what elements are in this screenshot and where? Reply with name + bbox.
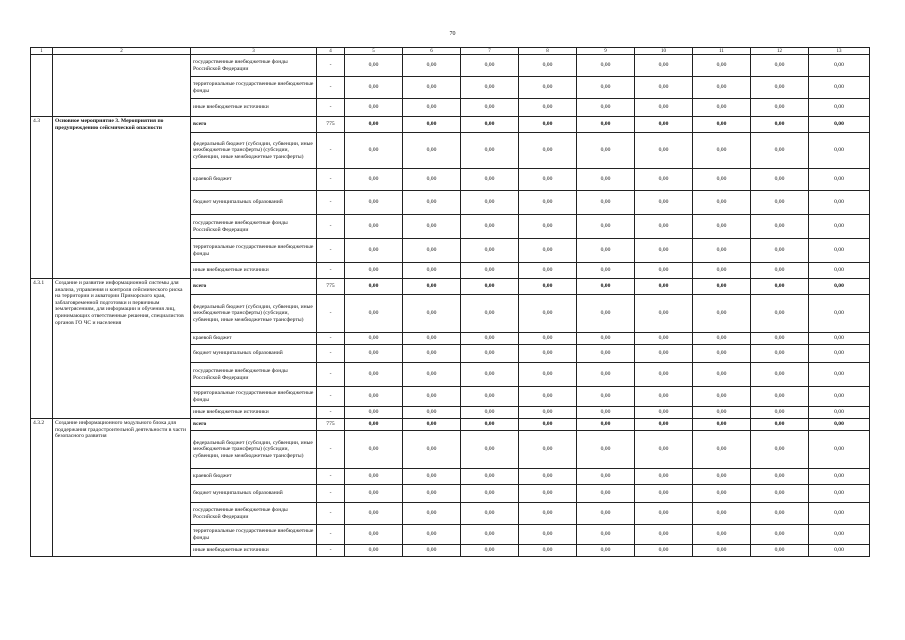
amount-cell: 0,00 xyxy=(693,117,751,133)
budget-code: - xyxy=(317,333,345,345)
amount-cell: 0,00 xyxy=(809,191,870,215)
amount-cell: 0,00 xyxy=(693,387,751,407)
funding-source: федеральный бюджет (субсидии, субвенции, иные межбюджетные трансферты) (субсидии, субвенции, иные межбюджетные трансферты) xyxy=(191,133,317,169)
amount-cell: 0,00 xyxy=(403,503,461,525)
amount-cell: 0,00 xyxy=(693,485,751,503)
amount-cell: 0,00 xyxy=(403,469,461,485)
funding-source: иные внебюджетные источники xyxy=(191,99,317,117)
funding-source: бюджет муниципальных образований xyxy=(191,191,317,215)
amount-cell: 0,00 xyxy=(809,545,870,557)
budget-table xyxy=(30,47,870,557)
amount-cell: 0,00 xyxy=(519,295,577,333)
amount-cell: 0,00 xyxy=(809,407,870,419)
amount-cell: 0,00 xyxy=(693,77,751,99)
amount-cell: 0,00 xyxy=(403,279,461,295)
amount-cell: 0,00 xyxy=(809,419,870,431)
budget-code: 775 xyxy=(317,419,345,431)
column-number: 8 xyxy=(519,48,577,55)
amount-cell: 0,00 xyxy=(345,503,403,525)
amount-cell: 0,00 xyxy=(345,279,403,295)
column-number: 5 xyxy=(345,48,403,55)
amount-cell: 0,00 xyxy=(519,117,577,133)
budget-code: - xyxy=(317,55,345,77)
funding-source: иные внебюджетные источники xyxy=(191,263,317,279)
amount-cell: 0,00 xyxy=(577,363,635,387)
amount-cell: 0,00 xyxy=(345,295,403,333)
funding-source: краевой бюджет xyxy=(191,469,317,485)
budget-code: - xyxy=(317,545,345,557)
amount-cell: 0,00 xyxy=(403,419,461,431)
budget-code: - xyxy=(317,295,345,333)
amount-cell: 0,00 xyxy=(751,77,809,99)
amount-cell: 0,00 xyxy=(403,485,461,503)
budget-code: - xyxy=(317,77,345,99)
amount-cell: 0,00 xyxy=(635,239,693,263)
amount-cell: 0,00 xyxy=(809,431,870,469)
amount-cell: 0,00 xyxy=(577,407,635,419)
amount-cell: 0,00 xyxy=(461,333,519,345)
funding-source: всего xyxy=(191,117,317,133)
amount-cell: 0,00 xyxy=(345,117,403,133)
amount-cell: 0,00 xyxy=(519,345,577,363)
amount-cell: 0,00 xyxy=(577,133,635,169)
funding-source: государственные внебюджетные фонды Российской Федерации xyxy=(191,55,317,77)
amount-cell: 0,00 xyxy=(403,55,461,77)
amount-cell: 0,00 xyxy=(519,55,577,77)
column-number: 10 xyxy=(635,48,693,55)
amount-cell: 0,00 xyxy=(345,525,403,545)
amount-cell: 0,00 xyxy=(577,431,635,469)
activity-name: Создание и развитие информационной системы для анализа, управления и контроля сейсмического риска на территории и акватории Приморского края, заблаговременной подготовки и первичным землетрясениям, для информации и обучения лиц, принимающих ответственные решения, специалистов органов ГО ЧС и населения xyxy=(53,279,191,419)
activity-number: 4.3 xyxy=(31,117,53,279)
amount-cell: 0,00 xyxy=(635,215,693,239)
funding-source: краевой бюджет xyxy=(191,169,317,191)
amount-cell: 0,00 xyxy=(751,133,809,169)
budget-code: 775 xyxy=(317,279,345,295)
amount-cell: 0,00 xyxy=(345,55,403,77)
amount-cell: 0,00 xyxy=(519,485,577,503)
budget-code: - xyxy=(317,469,345,485)
amount-cell: 0,00 xyxy=(403,387,461,407)
funding-source: бюджет муниципальных образований xyxy=(191,485,317,503)
amount-cell: 0,00 xyxy=(751,239,809,263)
amount-cell: 0,00 xyxy=(461,469,519,485)
amount-cell: 0,00 xyxy=(809,345,870,363)
amount-cell: 0,00 xyxy=(519,191,577,215)
amount-cell: 0,00 xyxy=(693,419,751,431)
amount-cell: 0,00 xyxy=(519,99,577,117)
budget-code: - xyxy=(317,345,345,363)
column-number-row xyxy=(31,48,870,55)
column-number: 12 xyxy=(751,48,809,55)
amount-cell: 0,00 xyxy=(403,363,461,387)
amount-cell: 0,00 xyxy=(519,239,577,263)
amount-cell: 0,00 xyxy=(519,407,577,419)
funding-source: территориальные государственные внебюджетные фонды xyxy=(191,387,317,407)
amount-cell: 0,00 xyxy=(693,99,751,117)
amount-cell: 0,00 xyxy=(577,503,635,525)
amount-cell: 0,00 xyxy=(577,387,635,407)
amount-cell: 0,00 xyxy=(403,407,461,419)
amount-cell: 0,00 xyxy=(461,99,519,117)
amount-cell: 0,00 xyxy=(635,485,693,503)
amount-cell: 0,00 xyxy=(345,431,403,469)
amount-cell: 0,00 xyxy=(635,407,693,419)
amount-cell: 0,00 xyxy=(751,431,809,469)
amount-cell: 0,00 xyxy=(519,333,577,345)
budget-code: - xyxy=(317,503,345,525)
amount-cell: 0,00 xyxy=(751,363,809,387)
table-row xyxy=(31,55,870,77)
amount-cell: 0,00 xyxy=(809,363,870,387)
amount-cell: 0,00 xyxy=(577,77,635,99)
amount-cell: 0,00 xyxy=(693,295,751,333)
activity-name: Основное мероприятие 3. Мероприятия по предупреждению сейсмической опасности xyxy=(53,117,191,279)
amount-cell: 0,00 xyxy=(635,117,693,133)
funding-source: всего xyxy=(191,279,317,295)
amount-cell: 0,00 xyxy=(461,77,519,99)
amount-cell: 0,00 xyxy=(693,55,751,77)
column-number: 1 xyxy=(31,48,53,55)
amount-cell: 0,00 xyxy=(751,469,809,485)
amount-cell: 0,00 xyxy=(809,279,870,295)
budget-code: - xyxy=(317,133,345,169)
amount-cell: 0,00 xyxy=(345,215,403,239)
amount-cell: 0,00 xyxy=(751,117,809,133)
amount-cell: 0,00 xyxy=(577,525,635,545)
amount-cell: 0,00 xyxy=(751,191,809,215)
activity-name: Создание информационного модульного блока для поддержания градостроительной деятельности в части безопасного развития xyxy=(53,419,191,557)
activity-number xyxy=(31,55,53,117)
table-row xyxy=(31,117,870,133)
amount-cell: 0,00 xyxy=(635,77,693,99)
budget-code: - xyxy=(317,485,345,503)
amount-cell: 0,00 xyxy=(693,191,751,215)
amount-cell: 0,00 xyxy=(577,239,635,263)
column-number: 9 xyxy=(577,48,635,55)
amount-cell: 0,00 xyxy=(345,545,403,557)
budget-code: - xyxy=(317,99,345,117)
amount-cell: 0,00 xyxy=(693,133,751,169)
amount-cell: 0,00 xyxy=(403,263,461,279)
amount-cell: 0,00 xyxy=(403,191,461,215)
amount-cell: 0,00 xyxy=(809,503,870,525)
amount-cell: 0,00 xyxy=(461,363,519,387)
amount-cell: 0,00 xyxy=(461,55,519,77)
amount-cell: 0,00 xyxy=(519,169,577,191)
amount-cell: 0,00 xyxy=(751,419,809,431)
funding-source: государственные внебюджетные фонды Российской Федерации xyxy=(191,503,317,525)
amount-cell: 0,00 xyxy=(693,545,751,557)
funding-source: бюджет муниципальных образований xyxy=(191,345,317,363)
amount-cell: 0,00 xyxy=(635,279,693,295)
column-number: 2 xyxy=(53,48,191,55)
amount-cell: 0,00 xyxy=(461,407,519,419)
amount-cell: 0,00 xyxy=(345,169,403,191)
column-number: 6 xyxy=(403,48,461,55)
amount-cell: 0,00 xyxy=(635,469,693,485)
amount-cell: 0,00 xyxy=(403,525,461,545)
budget-code: - xyxy=(317,239,345,263)
amount-cell: 0,00 xyxy=(403,295,461,333)
column-number: 13 xyxy=(809,48,870,55)
table-body xyxy=(31,48,870,557)
amount-cell: 0,00 xyxy=(345,239,403,263)
funding-source: территориальные государственные внебюджетные фонды xyxy=(191,525,317,545)
amount-cell: 0,00 xyxy=(751,279,809,295)
amount-cell: 0,00 xyxy=(635,431,693,469)
amount-cell: 0,00 xyxy=(577,345,635,363)
amount-cell: 0,00 xyxy=(345,363,403,387)
budget-code: - xyxy=(317,387,345,407)
amount-cell: 0,00 xyxy=(461,239,519,263)
amount-cell: 0,00 xyxy=(635,133,693,169)
amount-cell: 0,00 xyxy=(751,333,809,345)
amount-cell: 0,00 xyxy=(519,419,577,431)
column-number: 11 xyxy=(693,48,751,55)
amount-cell: 0,00 xyxy=(635,191,693,215)
budget-code: - xyxy=(317,407,345,419)
amount-cell: 0,00 xyxy=(751,295,809,333)
amount-cell: 0,00 xyxy=(693,525,751,545)
table-row xyxy=(31,279,870,295)
activity-name xyxy=(53,55,191,117)
amount-cell: 0,00 xyxy=(751,215,809,239)
amount-cell: 0,00 xyxy=(751,407,809,419)
amount-cell: 0,00 xyxy=(577,485,635,503)
amount-cell: 0,00 xyxy=(809,525,870,545)
amount-cell: 0,00 xyxy=(751,263,809,279)
amount-cell: 0,00 xyxy=(693,469,751,485)
budget-code: - xyxy=(317,363,345,387)
amount-cell: 0,00 xyxy=(461,191,519,215)
amount-cell: 0,00 xyxy=(809,55,870,77)
amount-cell: 0,00 xyxy=(577,191,635,215)
budget-code: - xyxy=(317,191,345,215)
amount-cell: 0,00 xyxy=(693,363,751,387)
amount-cell: 0,00 xyxy=(403,77,461,99)
amount-cell: 0,00 xyxy=(519,279,577,295)
amount-cell: 0,00 xyxy=(635,263,693,279)
amount-cell: 0,00 xyxy=(809,485,870,503)
amount-cell: 0,00 xyxy=(635,295,693,333)
amount-cell: 0,00 xyxy=(519,263,577,279)
amount-cell: 0,00 xyxy=(577,169,635,191)
amount-cell: 0,00 xyxy=(577,419,635,431)
amount-cell: 0,00 xyxy=(577,279,635,295)
budget-code: - xyxy=(317,215,345,239)
amount-cell: 0,00 xyxy=(577,55,635,77)
amount-cell: 0,00 xyxy=(635,99,693,117)
amount-cell: 0,00 xyxy=(809,169,870,191)
amount-cell: 0,00 xyxy=(577,545,635,557)
amount-cell: 0,00 xyxy=(809,133,870,169)
budget-code: - xyxy=(317,263,345,279)
activity-number: 4.3.1 xyxy=(31,279,53,419)
amount-cell: 0,00 xyxy=(519,363,577,387)
amount-cell: 0,00 xyxy=(577,469,635,485)
amount-cell: 0,00 xyxy=(577,333,635,345)
funding-source: федеральный бюджет (субсидии, субвенции, иные межбюджетные трансферты) (субсидии, субвенции, иные межбюджетные трансферты) xyxy=(191,295,317,333)
table-row xyxy=(31,419,870,431)
amount-cell: 0,00 xyxy=(461,485,519,503)
amount-cell: 0,00 xyxy=(635,387,693,407)
column-number: 4 xyxy=(317,48,345,55)
amount-cell: 0,00 xyxy=(403,169,461,191)
amount-cell: 0,00 xyxy=(461,387,519,407)
amount-cell: 0,00 xyxy=(693,503,751,525)
amount-cell: 0,00 xyxy=(809,295,870,333)
amount-cell: 0,00 xyxy=(461,419,519,431)
amount-cell: 0,00 xyxy=(751,345,809,363)
amount-cell: 0,00 xyxy=(751,55,809,77)
amount-cell: 0,00 xyxy=(403,333,461,345)
amount-cell: 0,00 xyxy=(403,431,461,469)
amount-cell: 0,00 xyxy=(635,419,693,431)
funding-source: территориальные государственные внебюджетные фонды xyxy=(191,239,317,263)
amount-cell: 0,00 xyxy=(693,333,751,345)
amount-cell: 0,00 xyxy=(519,133,577,169)
amount-cell: 0,00 xyxy=(809,239,870,263)
amount-cell: 0,00 xyxy=(751,485,809,503)
amount-cell: 0,00 xyxy=(519,387,577,407)
amount-cell: 0,00 xyxy=(635,503,693,525)
funding-source: государственные внебюджетные фонды Российской Федерации xyxy=(191,215,317,239)
amount-cell: 0,00 xyxy=(693,215,751,239)
amount-cell: 0,00 xyxy=(345,77,403,99)
column-number: 7 xyxy=(461,48,519,55)
amount-cell: 0,00 xyxy=(577,117,635,133)
amount-cell: 0,00 xyxy=(751,99,809,117)
amount-cell: 0,00 xyxy=(519,469,577,485)
amount-cell: 0,00 xyxy=(809,469,870,485)
amount-cell: 0,00 xyxy=(809,99,870,117)
amount-cell: 0,00 xyxy=(693,431,751,469)
amount-cell: 0,00 xyxy=(635,545,693,557)
amount-cell: 0,00 xyxy=(403,239,461,263)
amount-cell: 0,00 xyxy=(461,431,519,469)
amount-cell: 0,00 xyxy=(519,215,577,239)
amount-cell: 0,00 xyxy=(345,387,403,407)
amount-cell: 0,00 xyxy=(577,215,635,239)
amount-cell: 0,00 xyxy=(345,469,403,485)
budget-code: - xyxy=(317,169,345,191)
amount-cell: 0,00 xyxy=(577,263,635,279)
amount-cell: 0,00 xyxy=(809,387,870,407)
amount-cell: 0,00 xyxy=(345,191,403,215)
amount-cell: 0,00 xyxy=(345,99,403,117)
amount-cell: 0,00 xyxy=(809,77,870,99)
amount-cell: 0,00 xyxy=(693,279,751,295)
amount-cell: 0,00 xyxy=(635,55,693,77)
amount-cell: 0,00 xyxy=(751,387,809,407)
amount-cell: 0,00 xyxy=(519,525,577,545)
amount-cell: 0,00 xyxy=(461,133,519,169)
amount-cell: 0,00 xyxy=(635,169,693,191)
amount-cell: 0,00 xyxy=(635,525,693,545)
amount-cell: 0,00 xyxy=(693,345,751,363)
amount-cell: 0,00 xyxy=(577,99,635,117)
funding-source: территориальные государственные внебюджетные фонды xyxy=(191,77,317,99)
amount-cell: 0,00 xyxy=(461,545,519,557)
amount-cell: 0,00 xyxy=(461,215,519,239)
amount-cell: 0,00 xyxy=(809,333,870,345)
budget-code: - xyxy=(317,431,345,469)
amount-cell: 0,00 xyxy=(461,525,519,545)
amount-cell: 0,00 xyxy=(693,263,751,279)
amount-cell: 0,00 xyxy=(403,117,461,133)
amount-cell: 0,00 xyxy=(751,525,809,545)
amount-cell: 0,00 xyxy=(345,419,403,431)
amount-cell: 0,00 xyxy=(751,545,809,557)
amount-cell: 0,00 xyxy=(403,215,461,239)
amount-cell: 0,00 xyxy=(403,345,461,363)
amount-cell: 0,00 xyxy=(461,279,519,295)
amount-cell: 0,00 xyxy=(345,407,403,419)
amount-cell: 0,00 xyxy=(635,363,693,387)
amount-cell: 0,00 xyxy=(345,133,403,169)
amount-cell: 0,00 xyxy=(403,99,461,117)
amount-cell: 0,00 xyxy=(751,169,809,191)
funding-source: государственные внебюджетные фонды Российской Федерации xyxy=(191,363,317,387)
funding-source: иные внебюджетные источники xyxy=(191,407,317,419)
funding-source: краевой бюджет xyxy=(191,333,317,345)
amount-cell: 0,00 xyxy=(519,431,577,469)
amount-cell: 0,00 xyxy=(809,263,870,279)
amount-cell: 0,00 xyxy=(635,333,693,345)
amount-cell: 0,00 xyxy=(345,333,403,345)
amount-cell: 0,00 xyxy=(461,503,519,525)
amount-cell: 0,00 xyxy=(693,407,751,419)
page-number: 70 xyxy=(449,31,456,37)
amount-cell: 0,00 xyxy=(461,117,519,133)
amount-cell: 0,00 xyxy=(461,345,519,363)
funding-source: иные внебюджетные источники xyxy=(191,545,317,557)
amount-cell: 0,00 xyxy=(345,345,403,363)
amount-cell: 0,00 xyxy=(345,263,403,279)
amount-cell: 0,00 xyxy=(519,545,577,557)
activity-number: 4.3.2 xyxy=(31,419,53,557)
amount-cell: 0,00 xyxy=(403,133,461,169)
amount-cell: 0,00 xyxy=(403,545,461,557)
amount-cell: 0,00 xyxy=(519,77,577,99)
amount-cell: 0,00 xyxy=(461,295,519,333)
funding-source: федеральный бюджет (субсидии, субвенции, иные межбюджетные трансферты) (субсидии, субвенции, иные межбюджетные трансферты) xyxy=(191,431,317,469)
amount-cell: 0,00 xyxy=(635,345,693,363)
amount-cell: 0,00 xyxy=(345,485,403,503)
amount-cell: 0,00 xyxy=(519,503,577,525)
budget-code: - xyxy=(317,525,345,545)
amount-cell: 0,00 xyxy=(461,263,519,279)
amount-cell: 0,00 xyxy=(577,295,635,333)
amount-cell: 0,00 xyxy=(809,117,870,133)
amount-cell: 0,00 xyxy=(693,169,751,191)
amount-cell: 0,00 xyxy=(751,503,809,525)
budget-code: 775 xyxy=(317,117,345,133)
amount-cell: 0,00 xyxy=(461,169,519,191)
funding-source: всего xyxy=(191,419,317,431)
amount-cell: 0,00 xyxy=(809,215,870,239)
amount-cell: 0,00 xyxy=(693,239,751,263)
column-number: 3 xyxy=(191,48,317,55)
